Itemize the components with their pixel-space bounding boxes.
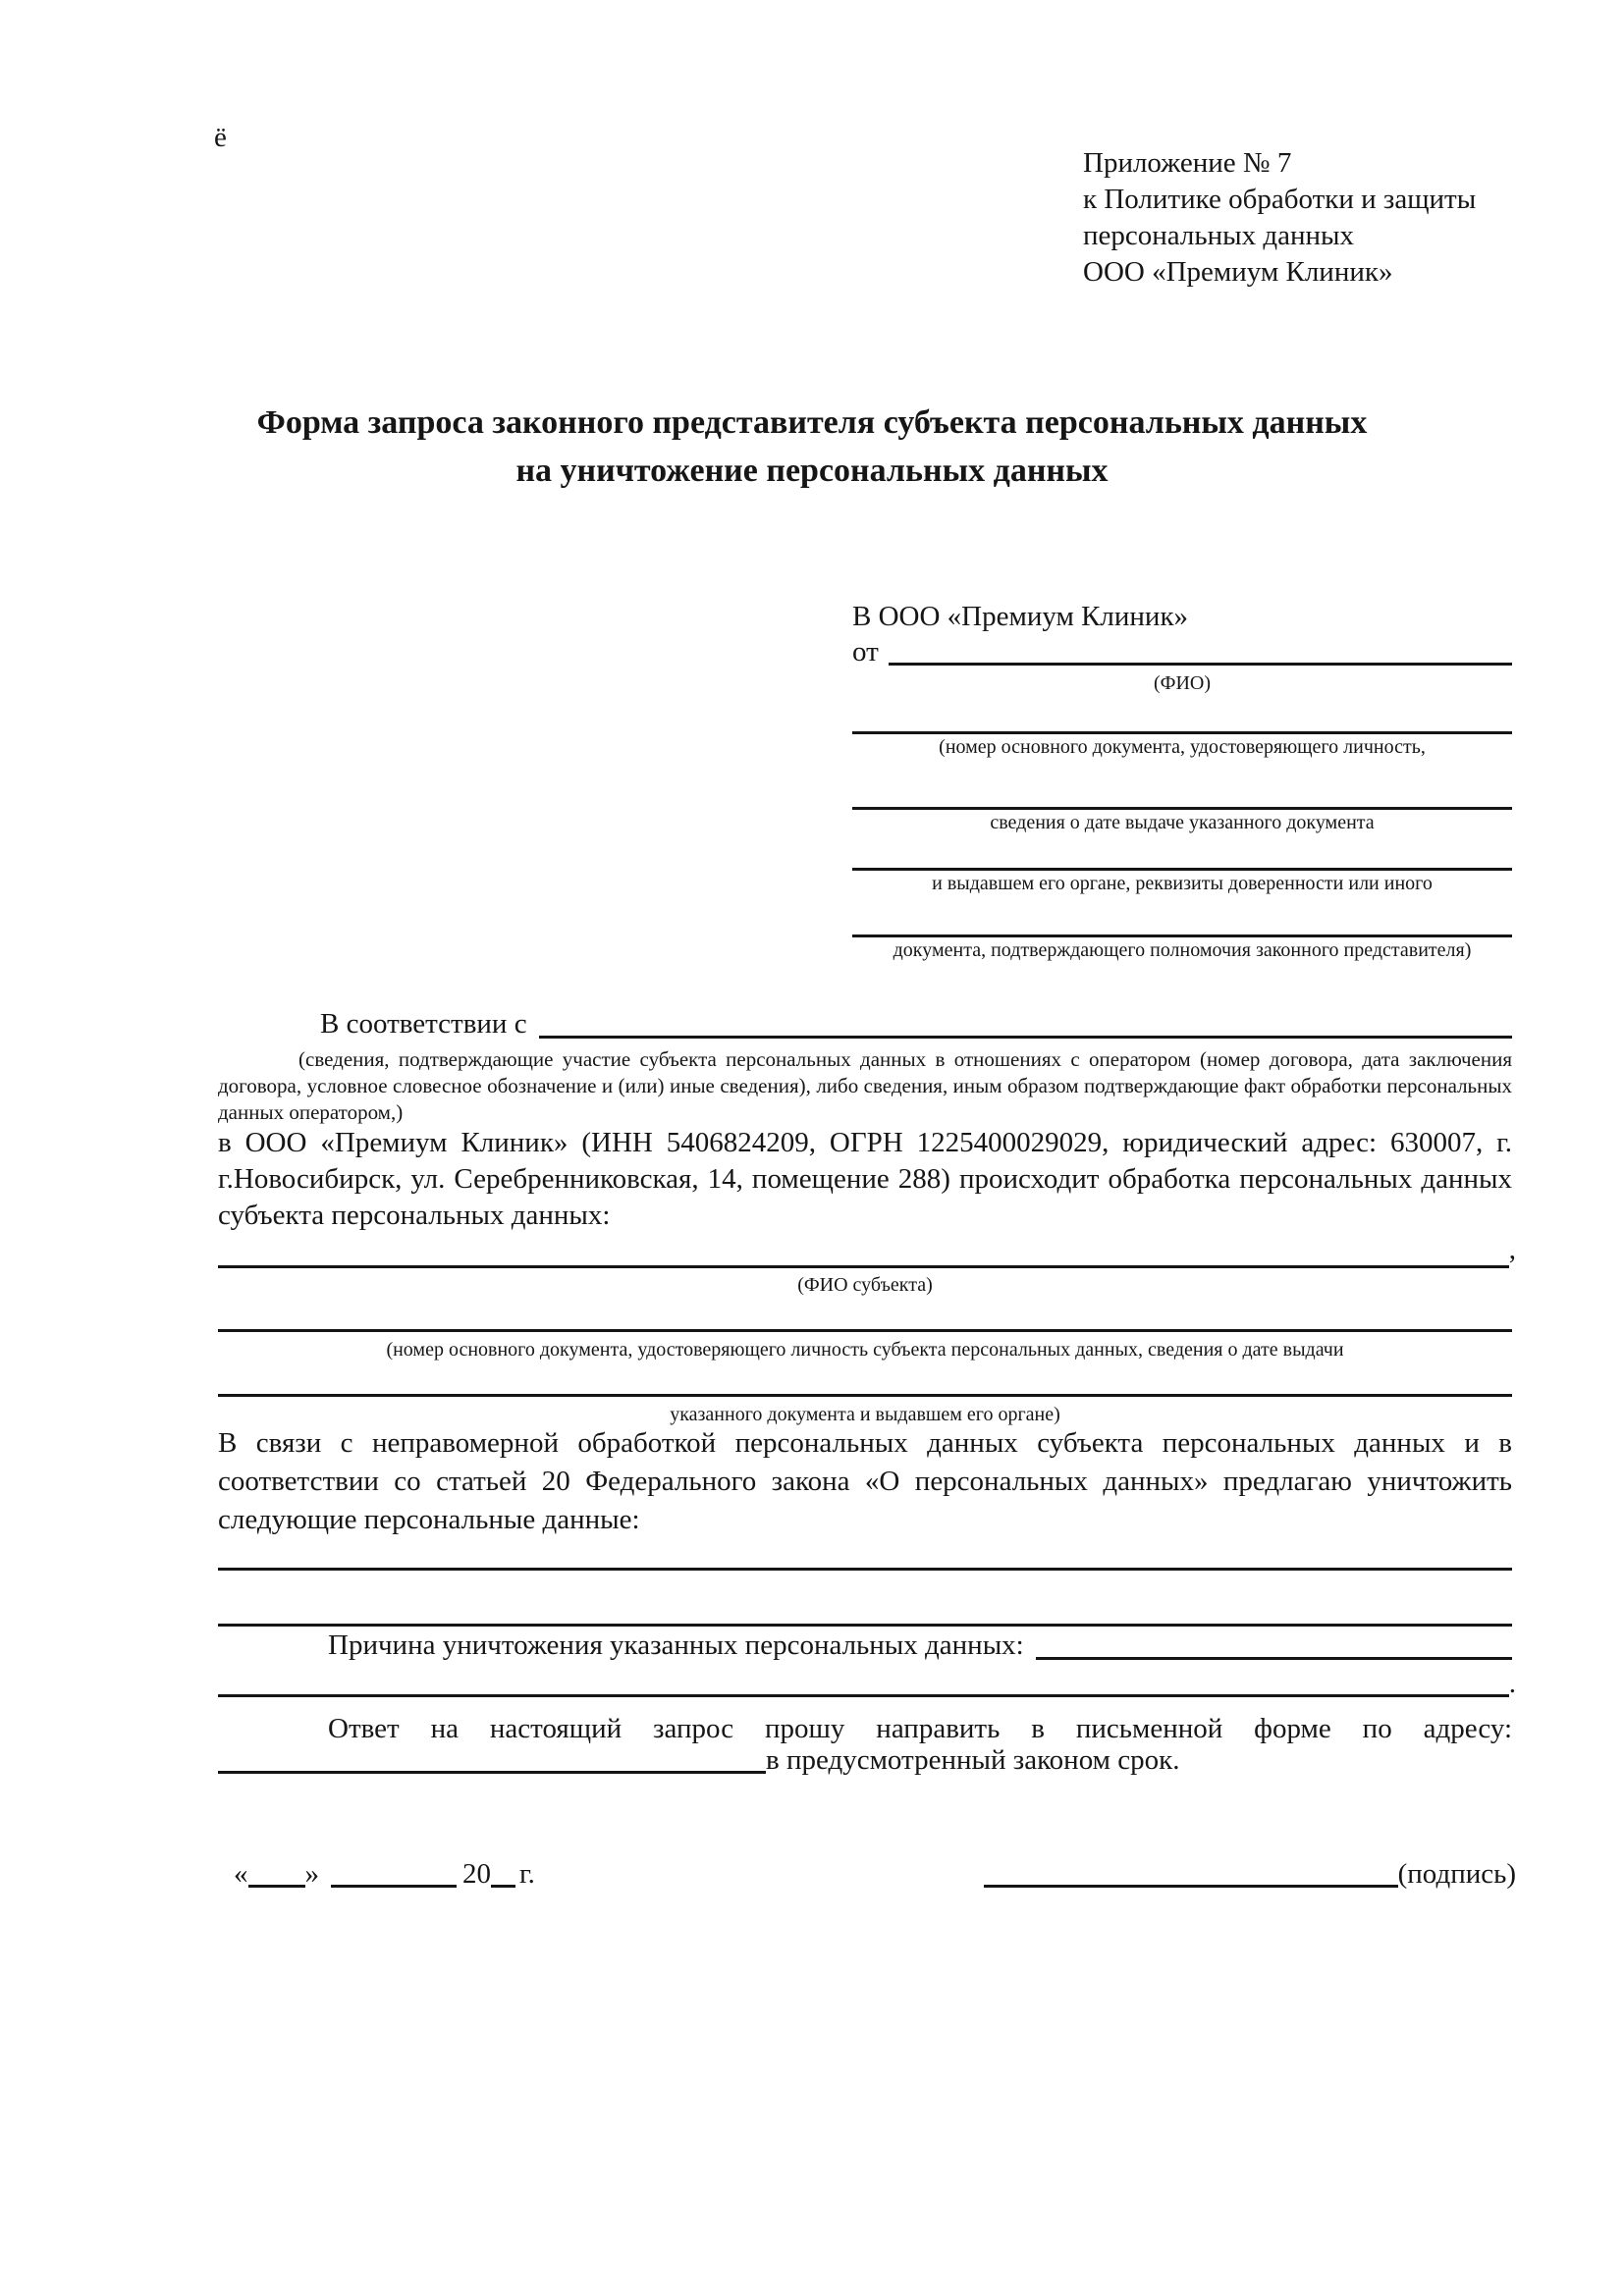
address-blank-line: [218, 1771, 766, 1774]
signature-caption: (подпись): [1397, 1858, 1516, 1890]
appendix-header-line: персональных данных: [1083, 220, 1355, 251]
accordance-row: [218, 1008, 1512, 1042]
fio-caption: (ФИО): [1153, 672, 1211, 694]
subject-doc-caption: указанного документа и выдавшем его органе): [670, 1404, 1060, 1425]
reply-paragraph: Ответ на настоящий запрос прошу направить в письменной форме по адресу:: [328, 1713, 1512, 1744]
date-day-blank: [248, 1885, 305, 1888]
date-year-blank: [491, 1885, 515, 1888]
data-blank-line: [218, 1624, 1512, 1627]
appendix-header: [1083, 145, 1535, 291]
date-close-quote: »: [304, 1858, 319, 1890]
appendix-header-line: ООО «Премиум Клиник»: [1083, 256, 1393, 288]
doc-caption: документа, подтверждающего полномочия законного представителя): [893, 939, 1472, 961]
subject-doc-blank-line: [218, 1394, 1512, 1397]
doc-caption: (номер основного документа, удостоверяющего личность,: [939, 736, 1426, 758]
accordance-blank-line: [539, 1036, 1512, 1039]
doc-caption: и выдавшем его органе, реквизиты доверенности или иного: [932, 873, 1433, 894]
signature-blank-line: [984, 1885, 1398, 1888]
appendix-header-line: к Политике обработки и защиты: [1083, 184, 1477, 215]
doc-blank-line: [852, 696, 1512, 734]
doc-blank-line: [852, 760, 1512, 810]
demand-paragraph: В связи с неправомерной обработкой персональных данных субъекта персональных данных и в соответствии со статьей 20 Федерального закона «О персональных данных» предлагаю уничтожить следующие персональные данные:: [218, 1427, 1512, 1535]
doc-caption: сведения о дате выдаче указанного документа: [990, 812, 1375, 833]
date-month-blank: [331, 1885, 457, 1888]
date-open-quote: «: [234, 1858, 248, 1890]
subject-doc-blank-line: [218, 1329, 1512, 1332]
accordance-note: (сведения, подтверждающие участие субъекта персональных данных в отношениях с оператором (номер договора, дата заключения договора, условное словесное обозначение и (или) иные сведения), либо сведения, иным образом подтверждающие факт обработки персональных данных оператором,): [218, 1047, 1512, 1124]
reason-blank-line: [1036, 1657, 1512, 1660]
data-blank-line: [218, 1568, 1512, 1571]
reason-tail-row: [218, 1667, 1516, 1702]
subject-blank-line: [218, 1265, 1509, 1268]
reason-tail-blank-line: [218, 1694, 1509, 1697]
doc-blank-line: [852, 835, 1512, 871]
reason-row: [218, 1631, 1512, 1664]
date-signature-row: [218, 1853, 1516, 1893]
accordance-label: В соответствии с: [320, 1008, 527, 1040]
reply-tail-row: [218, 1743, 1512, 1779]
stray-char: ё: [214, 122, 227, 153]
subject-fio-caption: (ФИО субъекта): [797, 1274, 933, 1296]
from-row: [852, 635, 1512, 670]
addressee-to: В ООО «Премиум Клиник»: [852, 601, 1189, 632]
from-label: от: [852, 636, 879, 667]
addressee-block: [852, 599, 1512, 963]
appendix-header-line: Приложение № 7: [1083, 147, 1292, 179]
doc-blank-line: [852, 896, 1512, 937]
reason-label: Причина уничтожения указанных персональных данных:: [328, 1629, 1024, 1661]
subject-line-row: [218, 1235, 1516, 1268]
sentence-period: .: [1508, 1668, 1516, 1699]
from-blank-line: [889, 663, 1512, 666]
date-year-suffix: г.: [519, 1858, 535, 1890]
form-title-line-1: Форма запроса законного представителя субъекта персональных данных: [256, 404, 1368, 441]
subject-doc-caption: (номер основного документа, удостоверяющего личность субъекта персональных данных, сведения о дате выдачи: [386, 1339, 1344, 1361]
operator-paragraph: в ООО «Премиум Клиник» (ИНН 5406824209, ОГРН 1225400029029, юридический адрес: 630007, г. г.Новосибирск, ул. Серебренниковская, 14, помещение 288) происходит обработка персональных данных субъекта персональных данных:: [218, 1127, 1512, 1231]
subject-comma: ,: [1508, 1234, 1516, 1265]
reply-tail-text: в предусмотренный законом срок.: [766, 1744, 1180, 1776]
form-title-line-2: на уничтожение персональных данных: [515, 453, 1109, 489]
date-year-prefix: 20: [462, 1858, 491, 1890]
form-title: [144, 399, 1480, 495]
